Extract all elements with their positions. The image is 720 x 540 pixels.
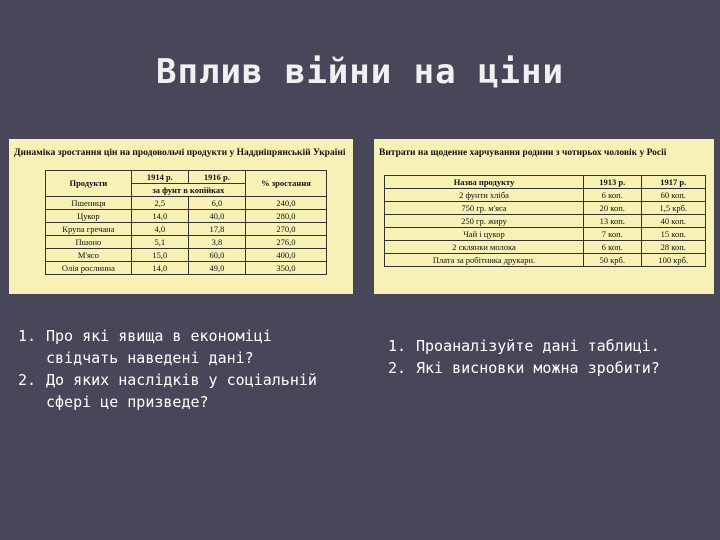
table-cell: 270,0 xyxy=(245,223,326,236)
table-cell: 6 коп. xyxy=(584,241,642,254)
table-row xyxy=(46,236,327,249)
table-cell: М'ясо xyxy=(46,249,132,262)
table-cell: Крупа гречана xyxy=(46,223,132,236)
table-cell: 17,8 xyxy=(188,223,245,236)
table2-header: 1913 р. xyxy=(584,176,642,189)
table-cell: Цукор xyxy=(46,210,132,223)
table2-header: Назва продукту xyxy=(385,176,584,189)
question-text: Про які явища в економіці свідчать наведені дані? xyxy=(46,327,272,367)
table1-header: 1916 р. xyxy=(188,171,245,184)
question-item xyxy=(388,335,718,357)
table-cell: 20 коп. xyxy=(584,202,642,215)
table-cell: Пшениця xyxy=(46,197,132,210)
table-cell: 40,0 xyxy=(188,210,245,223)
table-cell: Олія рослинна xyxy=(46,262,132,275)
table-row xyxy=(46,210,327,223)
table-cell: 350,0 xyxy=(245,262,326,275)
table-row xyxy=(46,262,327,275)
table-cell: 100 крб. xyxy=(641,254,705,267)
table1-header: % зростання xyxy=(245,171,326,197)
table-cell: Пшоно xyxy=(46,236,132,249)
table-row xyxy=(385,215,706,228)
table-cell: 60,0 xyxy=(188,249,245,262)
table-prices-ukraine xyxy=(45,170,327,275)
table-cell: 15,0 xyxy=(131,249,188,262)
table1-header: 1914 р. xyxy=(131,171,188,184)
table-cell: 6 коп. xyxy=(584,189,642,202)
question-item xyxy=(18,369,338,413)
table-row xyxy=(385,254,706,267)
question-text: Проаналізуйте дані таблиці. xyxy=(416,337,660,355)
table-row xyxy=(46,197,327,210)
table-row xyxy=(46,223,327,236)
table-cell: 750 гр. м'яса xyxy=(385,202,584,215)
table-cell: 2 склянки молока xyxy=(385,241,584,254)
question-number: 2. xyxy=(388,359,407,377)
table2-caption: Витрати на щоденне харчування родини з чотирьох чоловік у Росії xyxy=(379,148,667,158)
table-food-costs-russia xyxy=(384,175,706,267)
table1-header: Продукти xyxy=(46,171,132,197)
slide-title: Вплив війни на ціни xyxy=(156,52,564,92)
table-cell: 50 крб. xyxy=(584,254,642,267)
question-text: Які висновки можна зробити? xyxy=(416,359,660,377)
table-row xyxy=(46,249,327,262)
table-cell: 1,5 крб. xyxy=(641,202,705,215)
table2-header: 1917 р. xyxy=(641,176,705,189)
question-number: 1. xyxy=(388,337,407,355)
table-row xyxy=(385,189,706,202)
table-cell: 400,0 xyxy=(245,249,326,262)
table-cell: 280,0 xyxy=(245,210,326,223)
table-cell: 2 фунти хліба xyxy=(385,189,584,202)
table-cell: 7 коп. xyxy=(584,228,642,241)
table-row xyxy=(385,202,706,215)
table-cell: 240,0 xyxy=(245,197,326,210)
table-cell: 40 коп. xyxy=(641,215,705,228)
table-cell: 13 коп. xyxy=(584,215,642,228)
table-cell: 6,0 xyxy=(188,197,245,210)
question-number: 2. xyxy=(18,371,37,389)
table-cell: 14,0 xyxy=(131,262,188,275)
question-item xyxy=(18,325,338,369)
table-cell: 276,0 xyxy=(245,236,326,249)
questions-right xyxy=(388,335,718,379)
question-item xyxy=(388,357,718,379)
table-cell: 60 коп. xyxy=(641,189,705,202)
table-row xyxy=(385,228,706,241)
table-cell: 15 коп. xyxy=(641,228,705,241)
table-cell: 49,0 xyxy=(188,262,245,275)
table-cell: 250 гр. жиру xyxy=(385,215,584,228)
questions-left xyxy=(18,325,338,413)
table-card-food-costs-russia xyxy=(374,139,714,294)
table-cell: 5,1 xyxy=(131,236,188,249)
table-row xyxy=(385,241,706,254)
table-cell: 4,0 xyxy=(131,223,188,236)
question-text: До яких наслідків у соціальній сфері це призведе? xyxy=(46,371,317,411)
table-card-prices-ukraine xyxy=(9,139,353,294)
table-cell: Чай і цукор xyxy=(385,228,584,241)
table-cell: Плата за робітника друкарн. xyxy=(385,254,584,267)
table1-caption: Динаміка зростання цін на продовольчі продукти у Наддніпрянській Україні xyxy=(14,148,346,158)
table-cell: 3,8 xyxy=(188,236,245,249)
table-cell: 2,5 xyxy=(131,197,188,210)
question-number: 1. xyxy=(18,327,37,345)
table-cell: 28 коп. xyxy=(641,241,705,254)
table-cell: 14,0 xyxy=(131,210,188,223)
table1-subheader: за фунт в копійках xyxy=(131,184,245,197)
